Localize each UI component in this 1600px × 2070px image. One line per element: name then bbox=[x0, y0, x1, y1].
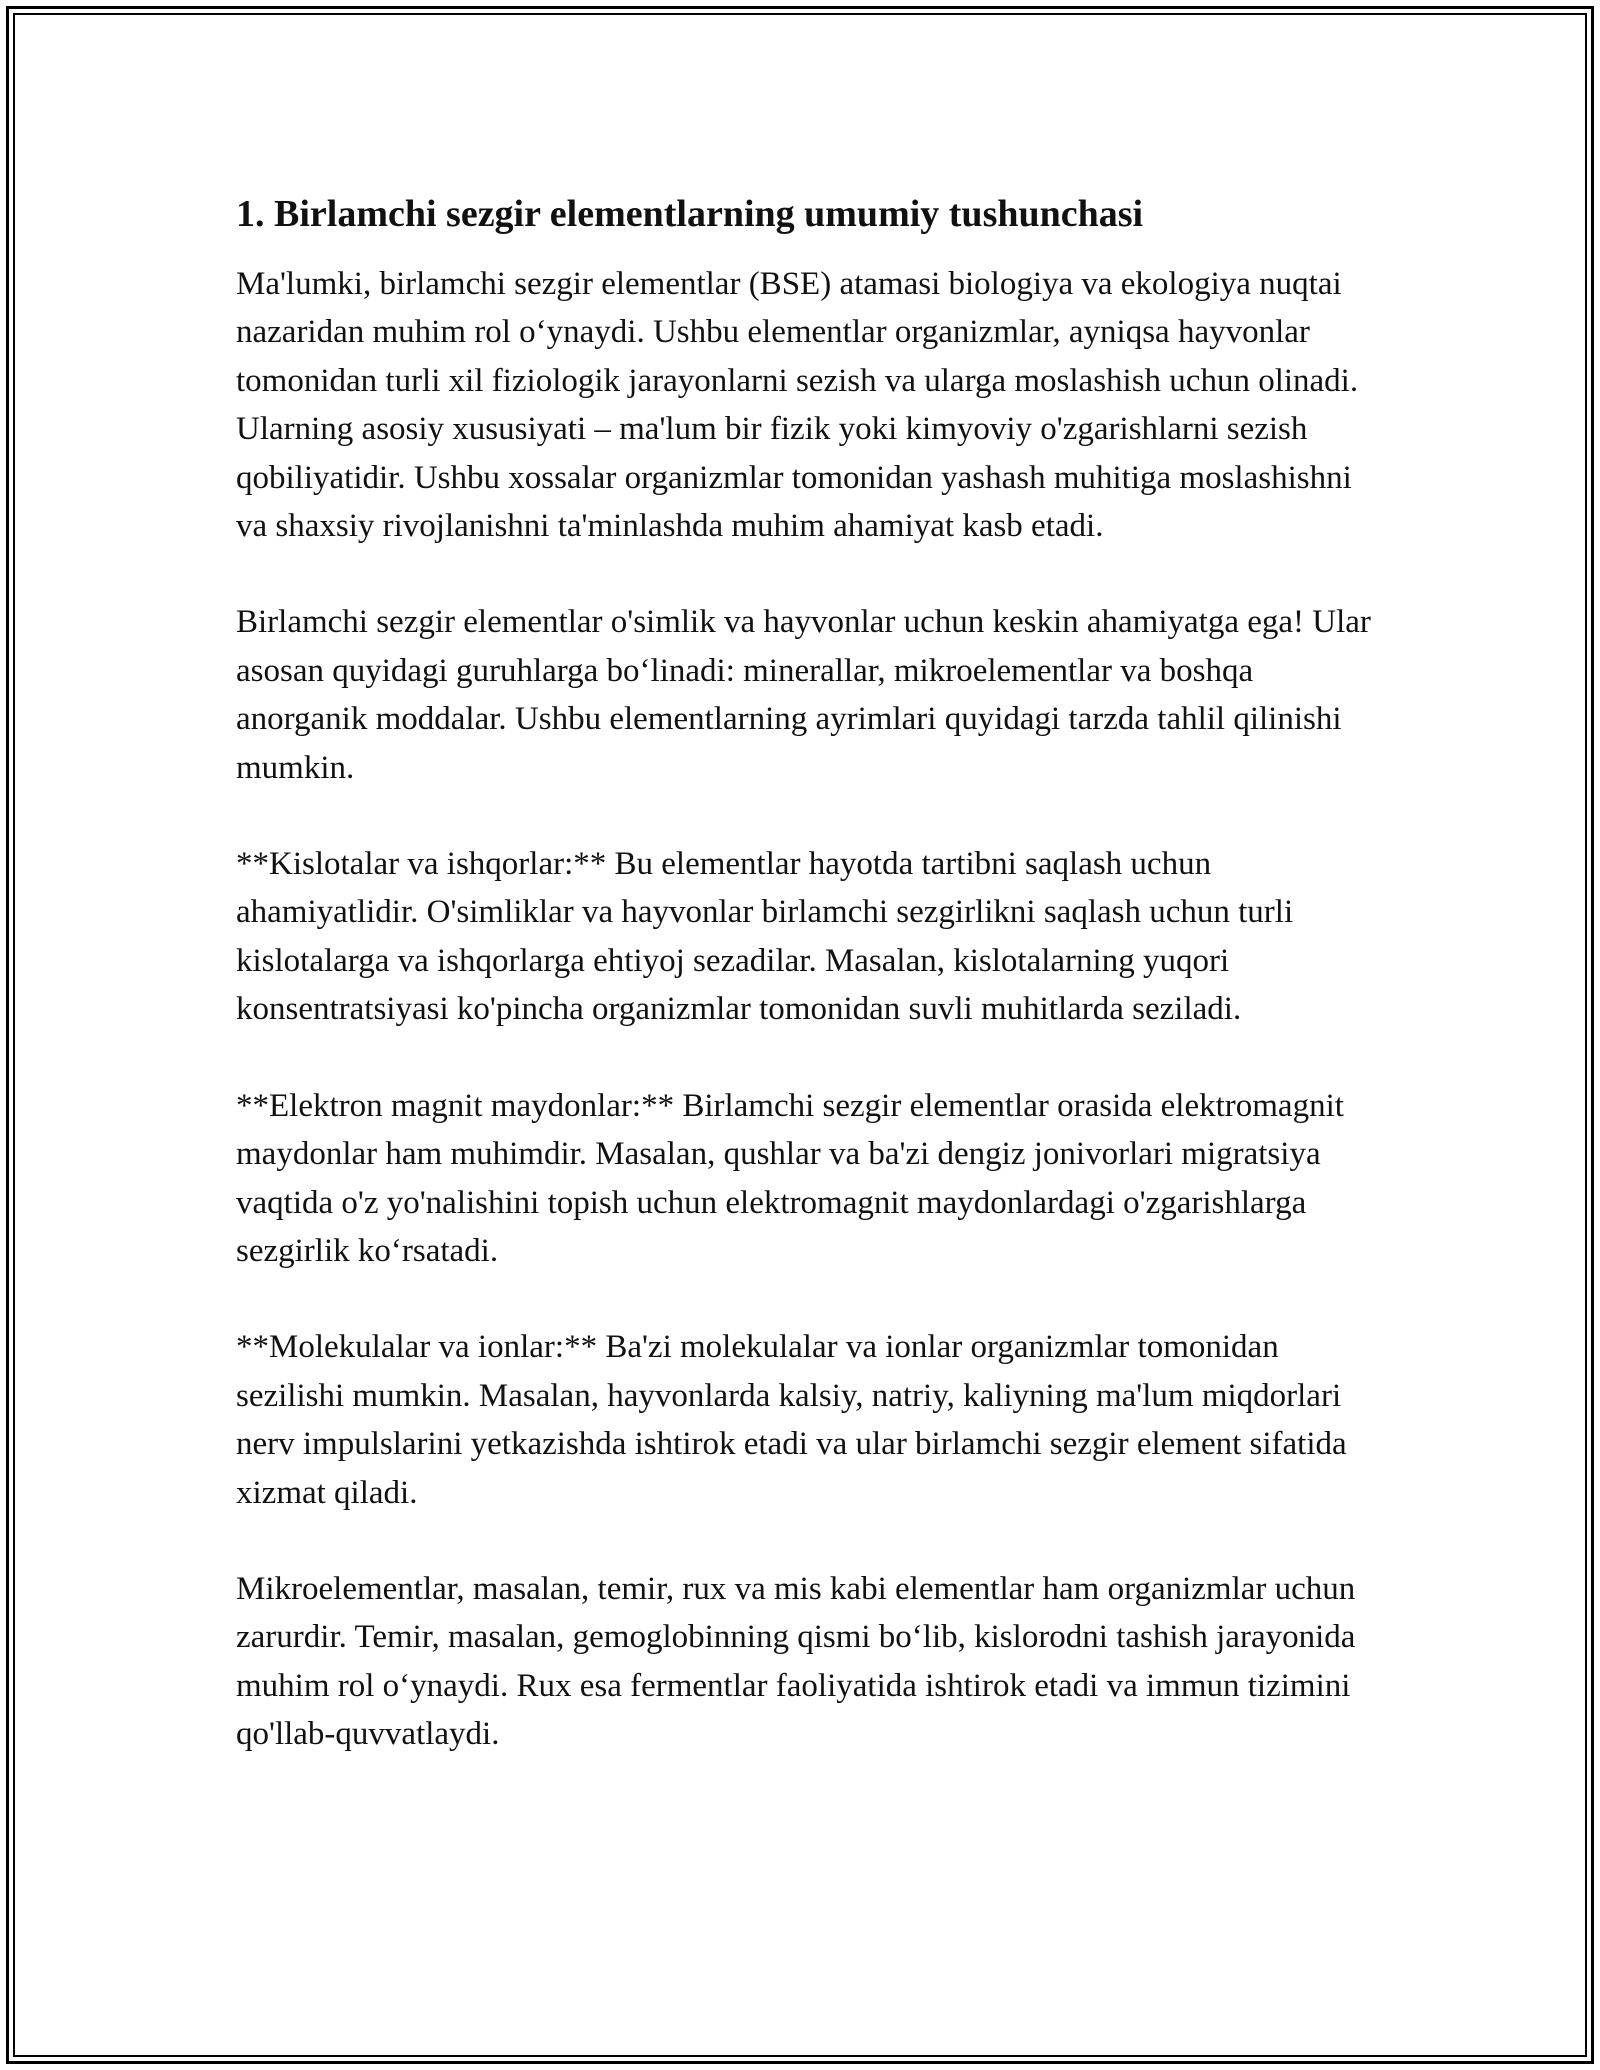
paragraph-intro: Ma'lumki, birlamchi sezgir elementlar (BSE) atamasi biologiya va ekologiya nuqtai nazaridan muhim rol o‘ynaydi. Ushbu elementlar organizmlar, ayniqsa hayvonlar tomonidan turli xil fiziologik jarayonlarni sezish va ularga moslashish uchun olinadi. Ularning asosiy xususiyati – ma'lum bir fizik yoki kimyoviy o'zgarishlarni sezish qobiliyatidir. Ushbu xossalar organizmlar tomonidan yashash muhitiga moslashishni va shaxsiy rivojlanishni ta'minlashda muhim ahamiyat kasb etadi. bbox=[236, 266, 1359, 545]
paragraph-electromagnetic-fields: **Elektron magnit maydonlar:** Birlamchi sezgir elementlar orasida elektromagnit maydonlar ham muhimdir. Masalan, qushlar va ba'zi dengiz jonivorlari migratsiya vaqtida o'z yo'nalishini topish uchun elektromagnit maydonlardagi o'zgarishlarga sezgirlik ko‘rsatadi. bbox=[236, 1087, 1344, 1269]
document-body bbox=[236, 186, 1386, 1807]
paragraph-microelements: Mikroelementlar, masalan, temir, rux va mis kabi elementlar ham organizmlar uchun zarurdir. Temir, masalan, gemoglobinning qismi bo‘lib, kislorodni tashish jarayonida muhim rol o‘ynaydi. Rux esa fermentlar faoliyatida ishtirok etadi va immun tizimini qo'llab-quvvatlaydi. bbox=[236, 1570, 1356, 1753]
paragraph-acids-alkalis: **Kislotalar va ishqorlar:** Bu elementlar hayotda tartibni saqlash uchun ahamiyatlidir. O'simliklar va hayvonlar birlamchi sezgirlikni saqlash uchun turli kislotalarga va ishqorlarga ehtiyoj sezadilar. Masalan, kislotalarning yuqori konsentratsiyasi ko'pincha organizmlar tomonidan suvli muhitlarda seziladi. bbox=[236, 846, 1294, 1028]
paragraph-molecules-ions: **Molekulalar va ionlar:** Ba'zi molekulalar va ionlar organizmlar tomonidan sezilishi mumkin. Masalan, hayvonlarda kalsiy, natriy, kaliyning ma'lum miqdorlari nerv impulslarini yetkazishda ishtirok etadi va ular birlamchi sezgir element sifatida xizmat qiladi. bbox=[236, 1329, 1347, 1511]
paragraph-groups: Birlamchi sezgir elementlar o'simlik va hayvonlar uchun keskin ahamiyatga ega! Ular asosan quyidagi guruhlarga bo‘linadi: minerallar, mikroelementlar va boshqa anorganik moddalar. Ushbu elementlarning ayrimlari quyidagi tarzda tahlil qilinishi mumkin. bbox=[236, 604, 1371, 786]
section-heading: 1. Birlamchi sezgir elementlarning umumiy tushunchasi bbox=[236, 193, 1144, 235]
